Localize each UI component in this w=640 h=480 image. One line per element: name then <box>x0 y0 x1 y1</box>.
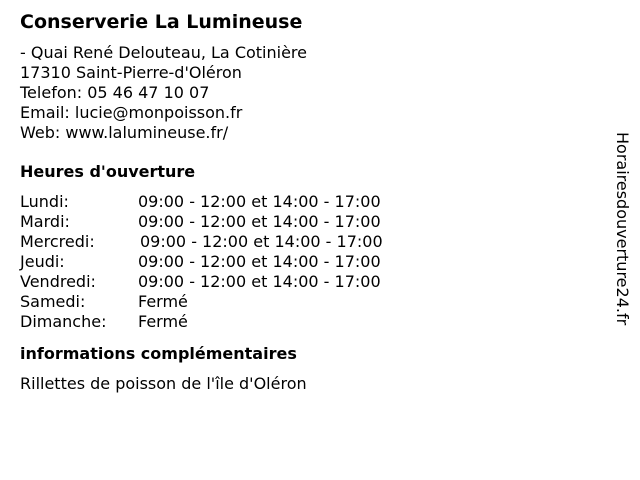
hours-row-friday <box>20 272 600 292</box>
day-label: Vendredi: <box>20 272 96 291</box>
day-label: Jeudi: <box>20 252 65 271</box>
day-label: Mardi: <box>20 212 70 231</box>
address-line-1: - Quai René Delouteau, La Cotinière <box>20 43 307 62</box>
opening-hours-list <box>20 192 600 332</box>
day-label: Samedi: <box>20 292 86 311</box>
hours-row-saturday <box>20 292 600 312</box>
additional-info-title: informations complémentaires <box>20 344 297 363</box>
site-watermark: Horairesdouverture24.fr <box>613 132 632 326</box>
hours-row-wednesday <box>20 232 600 252</box>
hours-value: 09:00 - 12:00 et 14:00 - 17:00 <box>138 272 381 291</box>
opening-hours-title: Heures d'ouverture <box>20 162 196 181</box>
hours-row-monday <box>20 192 600 212</box>
hours-value: 09:00 - 12:00 et 14:00 - 17:00 <box>138 252 381 271</box>
hours-value: Fermé <box>138 312 188 331</box>
address-line-2: 17310 Saint-Pierre-d'Oléron <box>20 63 242 82</box>
additional-info-text: Rillettes de poisson de l'île d'Oléron <box>20 374 307 393</box>
day-label: Lundi: <box>20 192 69 211</box>
email: Email: lucie@monpoisson.fr <box>20 103 243 122</box>
business-card <box>20 9 600 394</box>
hours-row-tuesday <box>20 212 600 232</box>
business-name: Conserverie La Lumineuse <box>20 11 303 33</box>
hours-value: 09:00 - 12:00 et 14:00 - 17:00 <box>138 212 381 231</box>
hours-value: 09:00 - 12:00 et 14:00 - 17:00 <box>140 232 383 251</box>
hours-value: Fermé <box>138 292 188 311</box>
website: Web: www.lalumineuse.fr/ <box>20 123 229 142</box>
contact-block <box>20 43 600 143</box>
hours-value: 09:00 - 12:00 et 14:00 - 17:00 <box>138 192 381 211</box>
day-label: Dimanche: <box>20 312 107 331</box>
phone: Telefon: 05 46 47 10 07 <box>20 83 210 102</box>
day-label: Mercredi: <box>20 232 95 251</box>
hours-row-sunday <box>20 312 600 332</box>
hours-row-thursday <box>20 252 600 272</box>
